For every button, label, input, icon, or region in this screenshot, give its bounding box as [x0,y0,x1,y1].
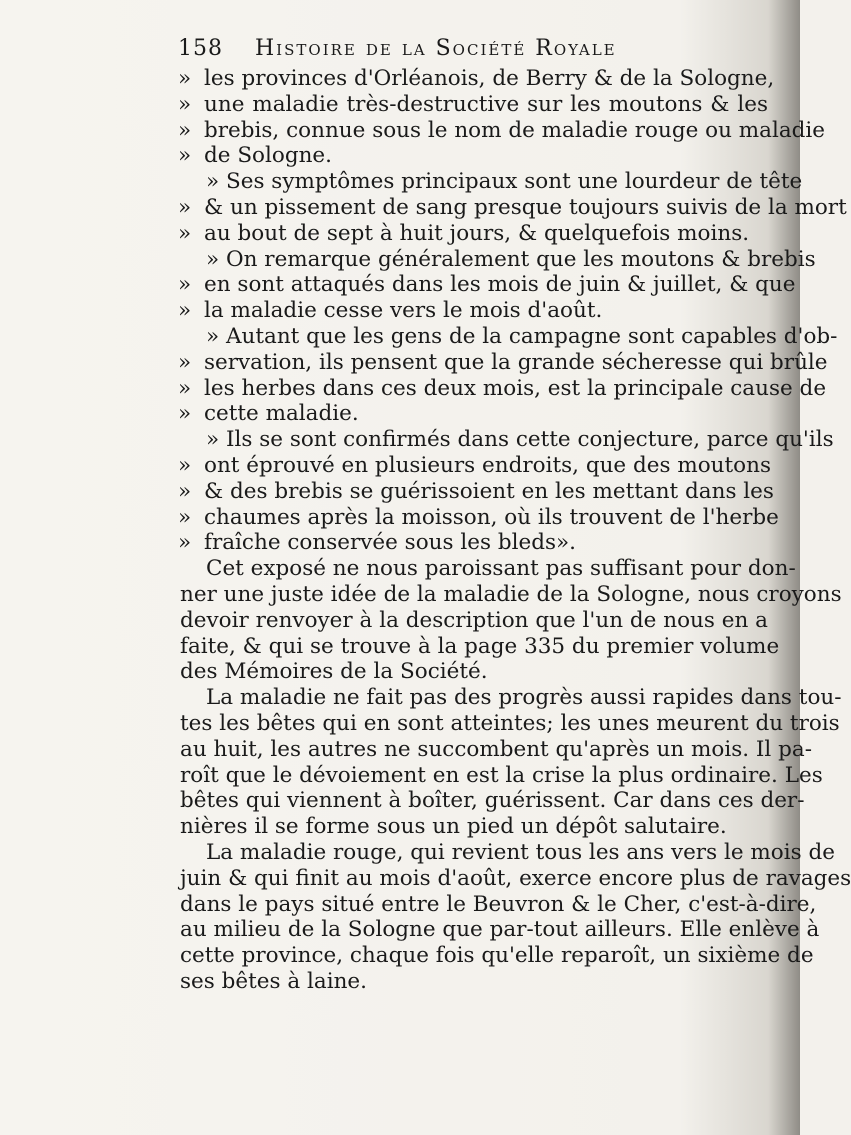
line-text: bêtes qui viennent à boîter, guérissent. Car dans ces der- [180,788,805,814]
text-line [180,530,768,556]
text-line [180,143,768,169]
text-line [180,92,768,118]
text-line [180,917,820,943]
quote-mark: » [178,91,192,117]
line-text: » On remarque généralement que les moutons & brebis [206,246,816,272]
text-line [180,736,812,763]
line-text: dans le pays situé entre le Beuvron & le Cher, c'est-à-dire, [180,891,817,917]
line-text: des Mémoires de la Société. [180,659,488,685]
line-text: & des brebis se guérissoient en les mettant dans les [204,478,774,504]
line-text: cette maladie. [204,401,359,427]
page-body-text [178,66,851,995]
quote-mark: » [178,530,192,556]
text-line [180,710,840,737]
text-line [180,221,768,247]
text-line [180,865,851,892]
line-text: cette province, chaque fois qu'elle reparoît, un sixième de [180,943,814,969]
line-text: faite, & qui se trouve à la page 335 du premier volume [180,633,780,659]
line-text: la maladie cesse vers le mois d'août. [204,298,603,324]
running-header [178,36,778,61]
text-line [180,788,805,814]
text-line [180,891,817,918]
text-line [180,969,768,995]
text-line [180,814,768,840]
text-line [180,633,780,660]
line-text: en sont attaqués dans les mois de juin & juillet, & que [204,272,796,298]
text-line [178,117,826,144]
line-text: au huit, les autres ne succombent qu'après un mois. Il pa- [180,736,812,762]
text-line [180,298,768,324]
text-line [178,272,796,298]
text-line [180,839,835,866]
quote-mark: » [178,298,192,324]
text-line [180,581,842,608]
text-line [180,427,834,453]
line-text: ont éprouvé en plusieurs endroits, que des moutons [204,452,771,478]
text-line [180,762,823,789]
line-text: La maladie rouge, qui revient tous les ans vers le mois de [206,839,835,865]
quote-mark: » [178,143,192,169]
text-line [178,478,774,505]
page-number: 158 [178,36,223,61]
line-text: servation, ils pensent que la grande sécheresse qui brûle [204,349,828,375]
text-line [178,194,847,221]
line-text: au milieu de la Sologne que par-tout ailleurs. Elle enlève à [180,917,820,943]
quote-mark: » [178,452,192,478]
line-text: devoir renvoyer à la description que l'un de nous en a [180,607,768,633]
text-line [178,375,827,402]
line-text: & un pissement de sang presque toujours suivis de la mort [204,194,847,220]
line-text: La maladie ne fait pas des progrès aussi rapides dans tou- [206,685,842,711]
quote-mark: » [178,272,192,298]
text-line [180,323,838,350]
quote-mark: » [178,117,192,143]
line-text: les provinces d'Orléanois, de Berry & de la Sologne, [204,66,775,91]
line-text: de Sologne. [204,143,332,169]
line-text: tes les bêtes qui en sont atteintes; les unes meurent du trois [180,710,840,736]
line-text: ses bêtes à laine. [180,968,367,994]
quote-mark: » [178,349,192,375]
quote-mark: » [178,478,192,504]
line-text: » Autant que les gens de la campagne sont capables d'ob- [206,323,838,349]
text-line [178,66,775,92]
line-text: » Ils se sont confirmés dans cette conjecture, parce qu'ils [206,427,834,453]
line-text: juin & qui finit au mois d'août, exerce encore plus de ravages [180,865,851,891]
text-line [180,246,816,273]
line-text: ner une juste idée de la maladie de la Sologne, nous croyons [180,581,842,607]
quote-mark: » [178,375,192,401]
text-line [180,556,796,582]
text-line [178,452,771,479]
line-text: » Ses symptômes principaux sont une lourdeur de tête [206,169,803,195]
line-text: chaumes après la moisson, où ils trouvent de l'herbe [204,504,779,530]
line-text: au bout de sept à huit jours, & quelquefois moins. [204,220,750,246]
text-line [180,169,803,195]
text-line [180,608,768,634]
running-title: Histoire de la Société Royale [255,36,617,61]
line-text: roît que le dévoiement en est la crise la plus ordinaire. Les [180,762,823,788]
quote-mark: » [178,401,192,427]
text-line [180,659,768,685]
quote-mark: » [178,220,192,246]
quote-mark: » [178,504,192,530]
line-text: fraîche conservée sous les bleds». [204,530,576,556]
text-line [178,504,779,531]
line-text: nières il se forme sous un pied un dépôt salutaire. [180,814,727,840]
line-text: brebis, connue sous le nom de maladie rouge ou maladie [204,117,826,143]
line-text: une maladie très-destructive sur les moutons & les [204,91,768,117]
text-line [180,401,768,427]
text-line [180,685,842,711]
text-line [180,943,814,969]
line-text: Cet exposé ne nous paroissant pas suffisant pour don- [206,556,796,582]
line-text: les herbes dans ces deux mois, est la principale cause de [204,375,827,401]
text-line [178,349,828,376]
quote-mark: » [178,66,192,91]
quote-mark: » [178,194,192,220]
